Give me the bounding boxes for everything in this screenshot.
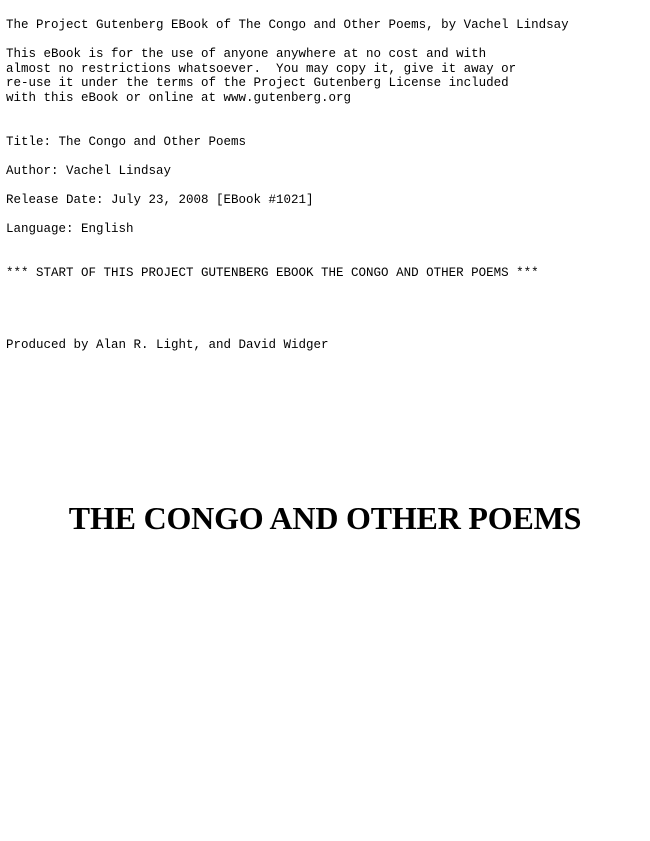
start-marker: *** START OF THIS PROJECT GUTENBERG EBOOK THE CONGO AND OTHER POEMS *** — [6, 266, 539, 280]
metadata-language: Language: English — [6, 222, 134, 236]
ebook-header-line: The Project Gutenberg EBook of The Congo and Other Poems, by Vachel Lindsay — [6, 18, 569, 32]
metadata-author: Author: Vachel Lindsay — [6, 164, 172, 178]
book-title-heading: THE CONGO AND OTHER POEMS — [68, 500, 582, 536]
producer-credits: Produced by Alan R. Light, and David Widger — [6, 338, 329, 352]
metadata-title: Title: The Congo and Other Poems — [6, 135, 247, 149]
license-paragraph: This eBook is for the use of anyone anywhere at no cost and with almost no restrictions whatsoever. You may copy it, give it away or re-use it under the terms of the Project Gutenberg License included with this eBook or online at www.gutenberg.org — [6, 47, 517, 105]
metadata-release-date: Release Date: July 23, 2008 [EBook #1021] — [6, 193, 314, 207]
